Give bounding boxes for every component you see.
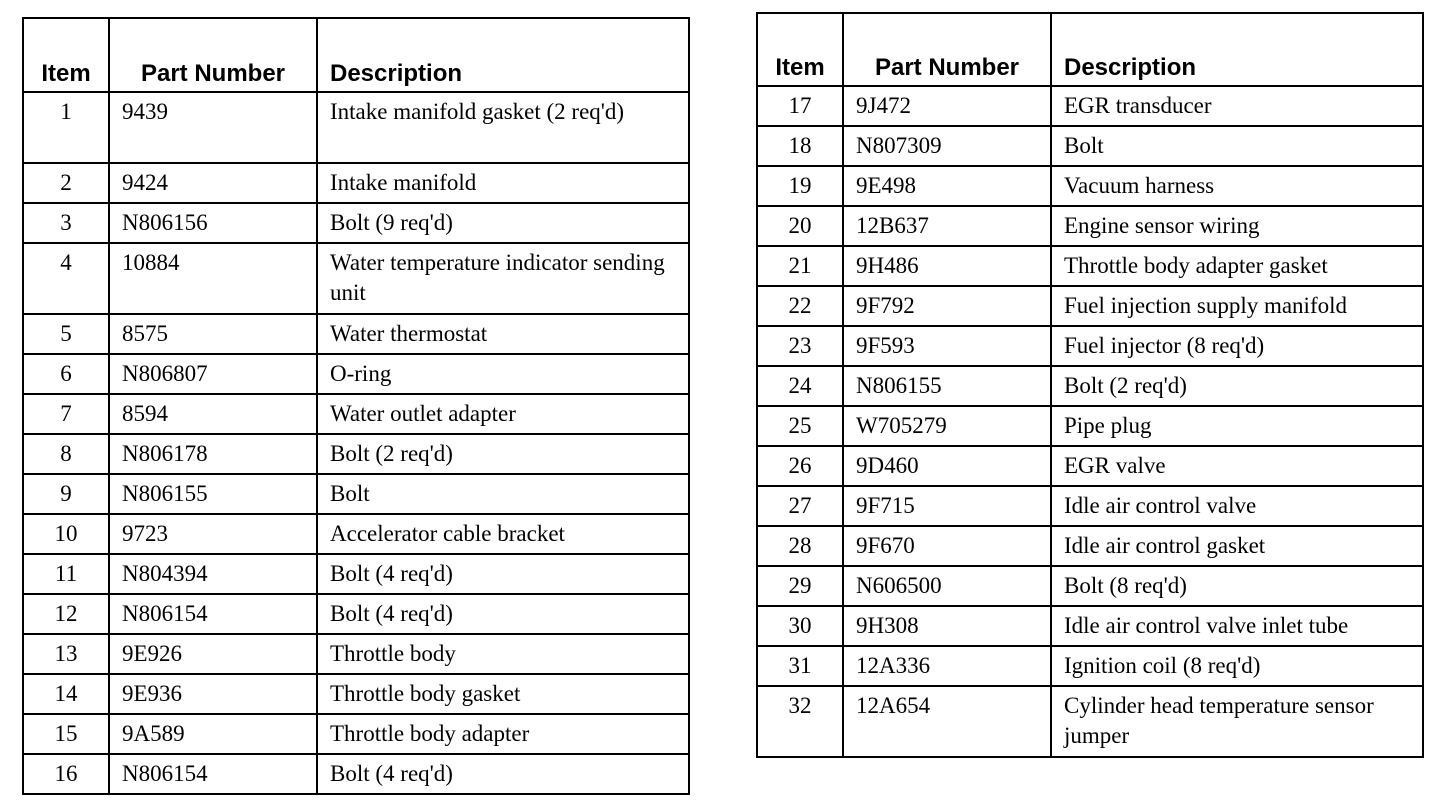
item-number-cell: 17 <box>757 86 843 126</box>
description-cell: Water thermostat <box>317 314 689 354</box>
description-column-header: Description <box>317 18 689 92</box>
item-number-cell: 2 <box>23 163 109 203</box>
item-number-cell: 3 <box>23 203 109 243</box>
description-cell: Fuel injection supply manifold <box>1051 286 1423 326</box>
item-number-cell: 24 <box>757 366 843 406</box>
parts-table-right-body <box>757 86 1423 757</box>
table-row <box>757 246 1423 286</box>
description-cell: Cylinder head temperature sensor jumper <box>1051 686 1423 757</box>
table-row <box>757 486 1423 526</box>
item-column-header: Item <box>757 13 843 86</box>
part-number-cell: N806178 <box>109 434 317 474</box>
part-number-cell: 9F670 <box>843 526 1051 566</box>
description-cell: Accelerator cable bracket <box>317 514 689 554</box>
part-number-cell: N806155 <box>843 366 1051 406</box>
description-cell: Bolt (8 req'd) <box>1051 566 1423 606</box>
description-cell: Water outlet adapter <box>317 394 689 434</box>
parts-table-left-body <box>23 92 689 794</box>
description-cell: Bolt <box>317 474 689 514</box>
part-number-column-header: Part Number <box>843 13 1051 86</box>
item-number-cell: 5 <box>23 314 109 354</box>
part-number-cell: N806807 <box>109 354 317 394</box>
item-number-cell: 7 <box>23 394 109 434</box>
table-row <box>757 286 1423 326</box>
description-cell: Bolt (2 req'd) <box>1051 366 1423 406</box>
description-cell: Idle air control valve inlet tube <box>1051 606 1423 646</box>
part-number-cell: 9F715 <box>843 486 1051 526</box>
part-number-cell: N806154 <box>109 754 317 794</box>
description-column-header: Description <box>1051 13 1423 86</box>
item-number-cell: 9 <box>23 474 109 514</box>
part-number-cell: 12A336 <box>843 646 1051 686</box>
part-number-cell: N807309 <box>843 126 1051 166</box>
part-number-column-header: Part Number <box>109 18 317 92</box>
item-number-cell: 20 <box>757 206 843 246</box>
part-number-cell: 9723 <box>109 514 317 554</box>
table-row <box>757 206 1423 246</box>
item-number-cell: 22 <box>757 286 843 326</box>
part-number-cell: 9A589 <box>109 714 317 754</box>
description-cell: EGR transducer <box>1051 86 1423 126</box>
part-number-cell: N606500 <box>843 566 1051 606</box>
part-number-cell: 10884 <box>109 243 317 314</box>
part-number-cell: N804394 <box>109 554 317 594</box>
table-row <box>23 634 689 674</box>
description-cell: Fuel injector (8 req'd) <box>1051 326 1423 366</box>
table-row <box>23 434 689 474</box>
item-number-cell: 8 <box>23 434 109 474</box>
table-row <box>23 554 689 594</box>
description-cell: Bolt (4 req'd) <box>317 754 689 794</box>
part-number-cell: 9F792 <box>843 286 1051 326</box>
item-number-cell: 31 <box>757 646 843 686</box>
table-row <box>757 126 1423 166</box>
item-number-cell: 25 <box>757 406 843 446</box>
item-number-cell: 29 <box>757 566 843 606</box>
table-row <box>23 474 689 514</box>
item-number-cell: 28 <box>757 526 843 566</box>
table-row <box>757 166 1423 206</box>
part-number-cell: 9F593 <box>843 326 1051 366</box>
item-number-cell: 1 <box>23 92 109 163</box>
table-row <box>757 446 1423 486</box>
part-number-cell: 12B637 <box>843 206 1051 246</box>
part-number-cell: 9E926 <box>109 634 317 674</box>
item-number-cell: 12 <box>23 594 109 634</box>
item-number-cell: 21 <box>757 246 843 286</box>
table-row <box>23 243 689 314</box>
part-number-cell: 9D460 <box>843 446 1051 486</box>
part-number-cell: 9H486 <box>843 246 1051 286</box>
part-number-cell: 9J472 <box>843 86 1051 126</box>
table-row <box>23 394 689 434</box>
table-row <box>757 526 1423 566</box>
table-header-row <box>757 13 1423 86</box>
part-number-cell: 8575 <box>109 314 317 354</box>
table-row <box>757 566 1423 606</box>
part-number-cell: 9E498 <box>843 166 1051 206</box>
item-number-cell: 16 <box>23 754 109 794</box>
item-number-cell: 13 <box>23 634 109 674</box>
parts-table-right <box>756 12 1424 758</box>
part-number-cell: N806154 <box>109 594 317 634</box>
part-number-cell: 9439 <box>109 92 317 163</box>
description-cell: Idle air control valve <box>1051 486 1423 526</box>
description-cell: Bolt (2 req'd) <box>317 434 689 474</box>
table-row <box>23 314 689 354</box>
table-row <box>23 674 689 714</box>
item-number-cell: 14 <box>23 674 109 714</box>
description-cell: Ignition coil (8 req'd) <box>1051 646 1423 686</box>
table-row <box>23 354 689 394</box>
item-number-cell: 23 <box>757 326 843 366</box>
table-row <box>23 594 689 634</box>
item-column-header: Item <box>23 18 109 92</box>
table-header-row <box>23 18 689 92</box>
part-number-cell: N806155 <box>109 474 317 514</box>
description-cell: Throttle body <box>317 634 689 674</box>
item-number-cell: 26 <box>757 446 843 486</box>
item-number-cell: 11 <box>23 554 109 594</box>
item-number-cell: 19 <box>757 166 843 206</box>
description-cell: Intake manifold <box>317 163 689 203</box>
item-number-cell: 27 <box>757 486 843 526</box>
table-row <box>757 366 1423 406</box>
description-cell: Water temperature indicator sending unit <box>317 243 689 314</box>
part-number-cell: 8594 <box>109 394 317 434</box>
table-row <box>757 646 1423 686</box>
table-row <box>23 754 689 794</box>
part-number-cell: 12A654 <box>843 686 1051 757</box>
table-row <box>757 686 1423 757</box>
description-cell: Pipe plug <box>1051 406 1423 446</box>
description-cell: Intake manifold gasket (2 req'd) <box>317 92 689 163</box>
item-number-cell: 6 <box>23 354 109 394</box>
table-row <box>23 163 689 203</box>
description-cell: Throttle body adapter <box>317 714 689 754</box>
table-row <box>23 92 689 163</box>
item-number-cell: 10 <box>23 514 109 554</box>
table-row <box>23 203 689 243</box>
part-number-cell: 9424 <box>109 163 317 203</box>
parts-table-left <box>22 17 690 795</box>
description-cell: O-ring <box>317 354 689 394</box>
description-cell: EGR valve <box>1051 446 1423 486</box>
part-number-cell: 9H308 <box>843 606 1051 646</box>
table-row <box>757 86 1423 126</box>
item-number-cell: 18 <box>757 126 843 166</box>
description-cell: Vacuum harness <box>1051 166 1423 206</box>
part-number-cell: N806156 <box>109 203 317 243</box>
part-number-cell: 9E936 <box>109 674 317 714</box>
table-row <box>757 406 1423 446</box>
description-cell: Bolt (9 req'd) <box>317 203 689 243</box>
item-number-cell: 15 <box>23 714 109 754</box>
description-cell: Bolt (4 req'd) <box>317 554 689 594</box>
item-number-cell: 32 <box>757 686 843 757</box>
description-cell: Throttle body gasket <box>317 674 689 714</box>
description-cell: Bolt (4 req'd) <box>317 594 689 634</box>
table-row <box>757 606 1423 646</box>
item-number-cell: 30 <box>757 606 843 646</box>
description-cell: Idle air control gasket <box>1051 526 1423 566</box>
part-number-cell: W705279 <box>843 406 1051 446</box>
description-cell: Bolt <box>1051 126 1423 166</box>
table-row <box>23 514 689 554</box>
item-number-cell: 4 <box>23 243 109 314</box>
table-row <box>23 714 689 754</box>
description-cell: Throttle body adapter gasket <box>1051 246 1423 286</box>
table-row <box>757 326 1423 366</box>
description-cell: Engine sensor wiring <box>1051 206 1423 246</box>
